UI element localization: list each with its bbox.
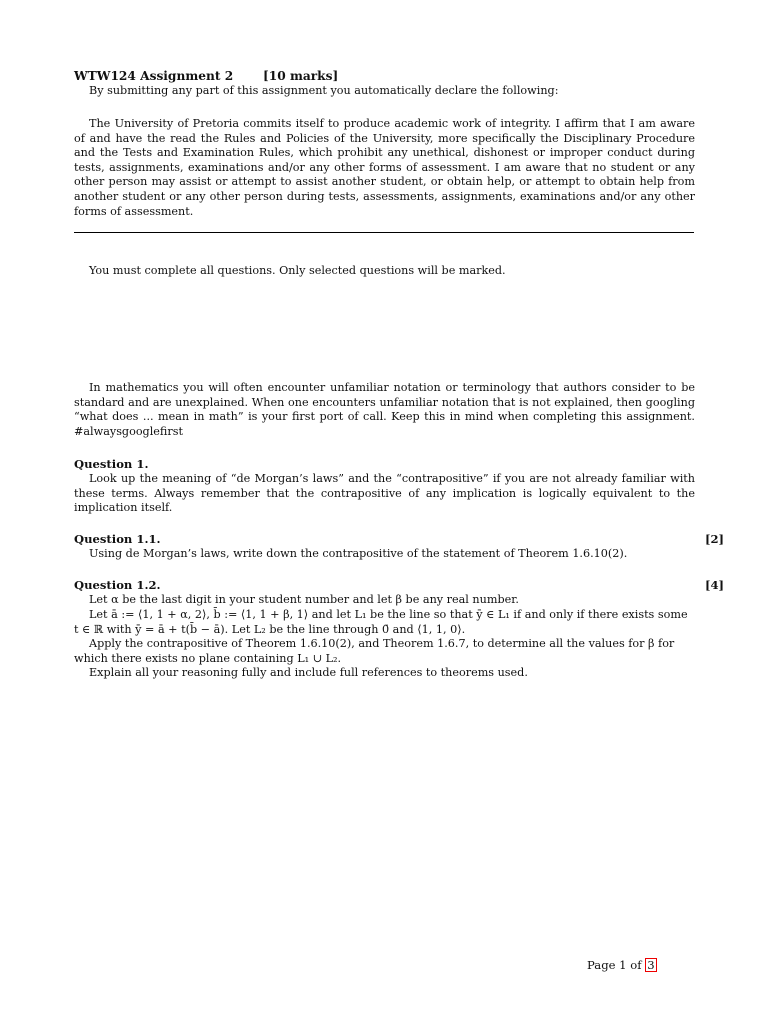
question-1-2-line-4: Apply the contrapositive of Theorem 1.6.10(2), and Theorem 1.6.7, to determine all the values for β for <box>89 637 675 650</box>
question-1-text: Look up the meaning of “de Morgan’s laws” and the “contrapositive” if you are not already familiar with these terms. Always remember that the contrapositive of any implication is logically equivalent to the implication itself. <box>74 472 695 515</box>
total-marks: [10 marks] <box>263 69 339 83</box>
question-1-2-line-5: which there exists no plane containing L₁ ∪ L₂. <box>74 652 342 665</box>
declaration-intro: By submitting any part of this assignment you automatically declare the following: <box>89 84 559 97</box>
question-1-heading: Question 1. <box>74 457 149 471</box>
question-1-2-line-2: Let ā := ⟨1, 1 + α, 2⟩, b̄ := ⟨1, 1 + β, 1⟩ and let L₁ be the line so that ȳ ∈ L₁ if and only if there exists some <box>89 608 688 621</box>
horizontal-rule <box>74 232 694 233</box>
question-1-2-heading: Question 1.2. <box>74 578 161 592</box>
question-1-1-text: Using de Morgan’s laws, write down the contrapositive of the statement of Theorem 1.6.10(2). <box>89 547 628 560</box>
question-1-2-line-3: t ∈ ℝ with ȳ = ā + t(b̄ − ā). Let L₂ be the line through 0̄ and ⟨1, 1, 0⟩. <box>74 623 466 636</box>
page-number-label: Page 1 of <box>587 958 642 972</box>
page-footer <box>587 958 657 973</box>
question-1-1-heading: Question 1.1. <box>74 532 161 546</box>
complete-all-instruction: You must complete all questions. Only selected questions will be marked. <box>89 264 506 277</box>
question-1-2-line-6: Explain all your reasoning fully and include full references to theorems used. <box>89 666 528 679</box>
page-total-link[interactable]: 3 <box>647 958 655 972</box>
integrity-statement: The University of Pretoria commits itself to produce academic work of integrity. I affirm that I am aware of and have the read the Rules and Policies of the University, more specifically the Disciplinary Procedure and the Tests and Examination Rules, which prohibit any unethical, dishonest or improper conduct during tests, assignments, examinations and/or any other forms of assessment. I am aware that no student or any other person may assist or attempt to assist another student, or obtain help, or attempt to obtain help from another student or any other person during tests, assessments, assignments, examinations and/or any other forms of assessment. <box>74 117 695 218</box>
notation-note: In mathematics you will often encounter unfamiliar notation or terminology that authors consider to be standard and are unexplained. When one encounters unfamiliar notation that is not explained, then googling “what does ... mean in math” is your first port of call. Keep this in mind when completing this assignment. #alwaysgooglefirst <box>74 381 695 438</box>
question-1-2-line-1: Let α be the last digit in your student number and let β be any real number. <box>89 593 519 606</box>
assignment-title: WTW124 Assignment 2 <box>74 69 234 83</box>
question-1-2-marks: [4] <box>704 578 724 592</box>
question-1-1-marks: [2] <box>704 532 724 546</box>
